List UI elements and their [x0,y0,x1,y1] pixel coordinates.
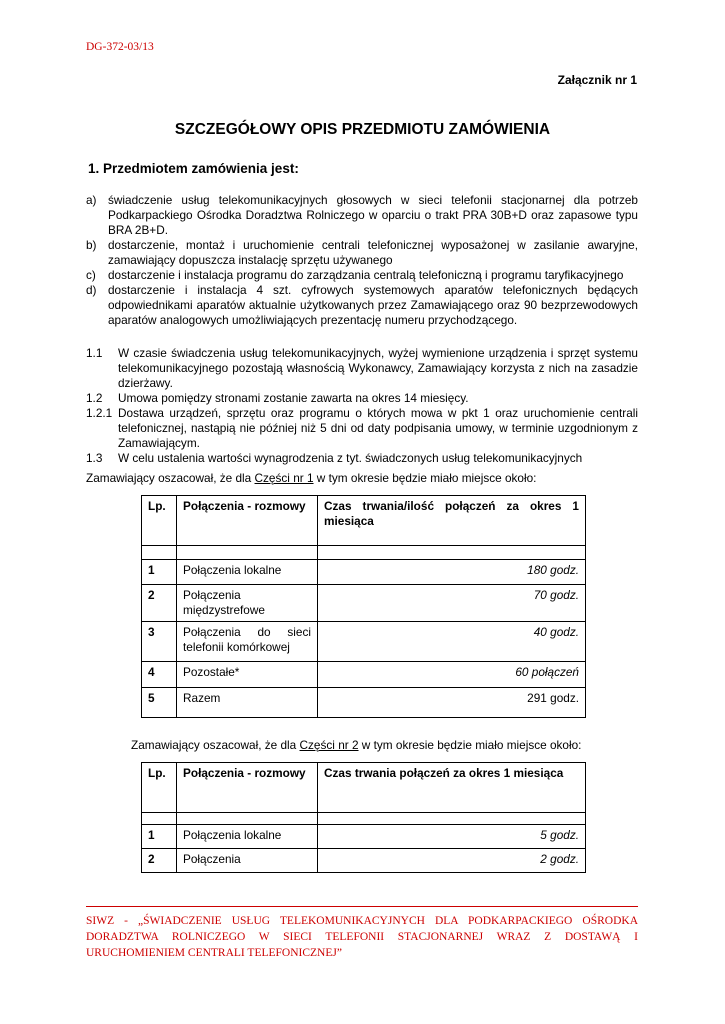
list-item [86,193,638,238]
part2-link: Części nr 2 [299,738,359,752]
cell-lp: 3 [142,622,177,662]
clause-marker: 1.3 [86,451,103,465]
clause-marker: 1.2 [86,391,103,405]
cell-name: Połączenia [177,849,318,873]
list-text: dostarczenie i instalacja programu do zarządzania centralą telefoniczną i programu taryfikacyjnego [108,268,624,282]
cell-value: 291 godz. [318,688,586,718]
cell-value: 2 godz. [318,849,586,873]
cell-value: 5 godz. [318,825,586,849]
clause-text: Umowa pomiędzy stronami zostanie zawarta na okres 14 miesięcy. [118,391,469,405]
intro-text: w tym okresie będzie miało miejsce około: [358,738,582,752]
list-item [86,238,638,268]
footer-text: SIWZ - „ŚWIADCZENIE USŁUG TELEKOMUNIKACYJNYCH DLA PODKARPACKIEGO OŚRODKA DORADZTWA ROLNICZEGO W SIECI TELEFONII STACJONARNEJ WRAZ Z DOSTAWĄ I URUCHOMIENIEM CENTRALI TELEFONICZNEJ” [86,915,638,959]
cell-lp: 2 [142,585,177,622]
list-marker: b) [86,238,97,252]
list-marker: d) [86,283,97,297]
cell-value: 60 połączeń [318,662,586,688]
table-row [142,662,586,688]
list-text: świadczenie usług telekomunikacyjnych głosowych w sieci telefonii stacjonarnej dla potrzeb Podkarpackiego Ośrodka Doradztwa Rolniczego w oparciu o trakt PRA 30B+D oraz zapasowe typu BRA 2B+D. [108,193,638,237]
cell-value: 70 godz. [318,585,586,622]
clause-item [86,391,638,406]
table-header-row [142,496,586,546]
document-id: DG-372-03/13 [86,41,154,53]
cell-value: 40 godz. [318,622,586,662]
clause-text: W celu ustalenia wartości wynagrodzenia z tyt. świadczonych usług telekomunikacyjnych [118,451,583,465]
clause-marker: 1.1 [86,346,103,360]
cell-name-line1: Połączenia do sieci [183,625,311,639]
footer-divider [86,906,638,907]
cell-name: Pozostałe* [177,662,318,688]
cell-name: Połączenia międzystrefowe [177,585,318,622]
list-item [86,283,638,328]
list-text: dostarczenie i instalacja 4 szt. cyfrowych systemowych aparatów telefonicznych będących odpowiednikami aparatów aktualnie użytkowanych przez Zamawiającego oraz 90 bezprzewodowych aparatów analogowych umożliwiających prezentację numeru przychodzącego. [108,283,638,327]
intro-text: w tym okresie będzie miało miejsce około: [313,471,537,485]
section-heading: 1. Przedmiotem zamówienia jest: [88,161,299,176]
clause-item [86,346,638,391]
part1-intro [86,471,536,485]
list-item [86,268,638,283]
header-duration: Czas trwania połączeń za okres 1 miesiąca [318,763,586,813]
part1-link: Części nr 1 [254,471,314,485]
clause-marker: 1.2.1 [86,406,113,420]
intro-text: Zamawiający oszacował, że dla [131,738,300,752]
table-row [142,560,586,585]
cell-lp: 2 [142,849,177,873]
clause-item [86,406,638,451]
table-spacer-row [142,546,586,560]
list-marker: a) [86,193,97,207]
cell-value: 180 godz. [318,560,586,585]
cell-name [177,622,318,662]
table-header-row [142,763,586,813]
table-row [142,585,586,622]
cell-name: Połączenia lokalne [177,825,318,849]
scope-list [86,193,638,328]
table-row [142,825,586,849]
annex-label: Załącznik nr 1 [557,73,637,87]
header-name: Połączenia - rozmowy [177,496,318,546]
cell-name: Połączenia lokalne [177,560,318,585]
cell-lp: 5 [142,688,177,718]
clause-text: Dostawa urządzeń, sprzętu oraz programu o których mowa w pkt 1 oraz uruchomienie centrali telefonicznej, nastąpią nie później niż 5 dni od daty podpisania umowy, w terminie uzgodnionym z Zamawiającym. [118,406,638,450]
header-lp: Lp. [142,763,177,813]
cell-name: Razem [177,688,318,718]
cell-lp: 1 [142,825,177,849]
header-duration [318,496,586,546]
header-lp: Lp. [142,496,177,546]
cell-name-line2: telefonii komórkowej [183,640,290,654]
header-name: Połączenia - rozmowy [177,763,318,813]
table-row [142,849,586,873]
clause-item [86,451,638,466]
list-marker: c) [86,268,96,282]
part2-table [141,762,586,873]
clause-list [86,346,638,466]
list-text: dostarczenie, montaż i uruchomienie centrali telefonicznej wyposażonej w zasilanie awaryjne, zamawiający dopuszcza instalację sprzętu używanego [108,238,638,267]
page-title: SZCZEGÓŁOWY OPIS PRZEDMIOTU ZAMÓWIENIA [174,121,551,138]
header-duration-text: Czas trwania/ilość połączeń za okres 1 miesiąca [324,499,579,528]
cell-lp: 4 [142,662,177,688]
table-spacer-row [142,813,586,825]
cell-lp: 1 [142,560,177,585]
table-row [142,688,586,718]
table-row [142,622,586,662]
clause-text: W czasie świadczenia usług telekomunikacyjnych, wyżej wymienione urządzenia i sprzęt systemu telekomunikacyjnego pozostają własnością Wykonawcy, Zamawiający korzysta z nich na zasadzie dzierżawy. [118,346,638,390]
intro-text: Zamawiający oszacował, że dla [86,471,255,485]
part1-table [141,495,586,718]
part2-intro [131,738,581,752]
